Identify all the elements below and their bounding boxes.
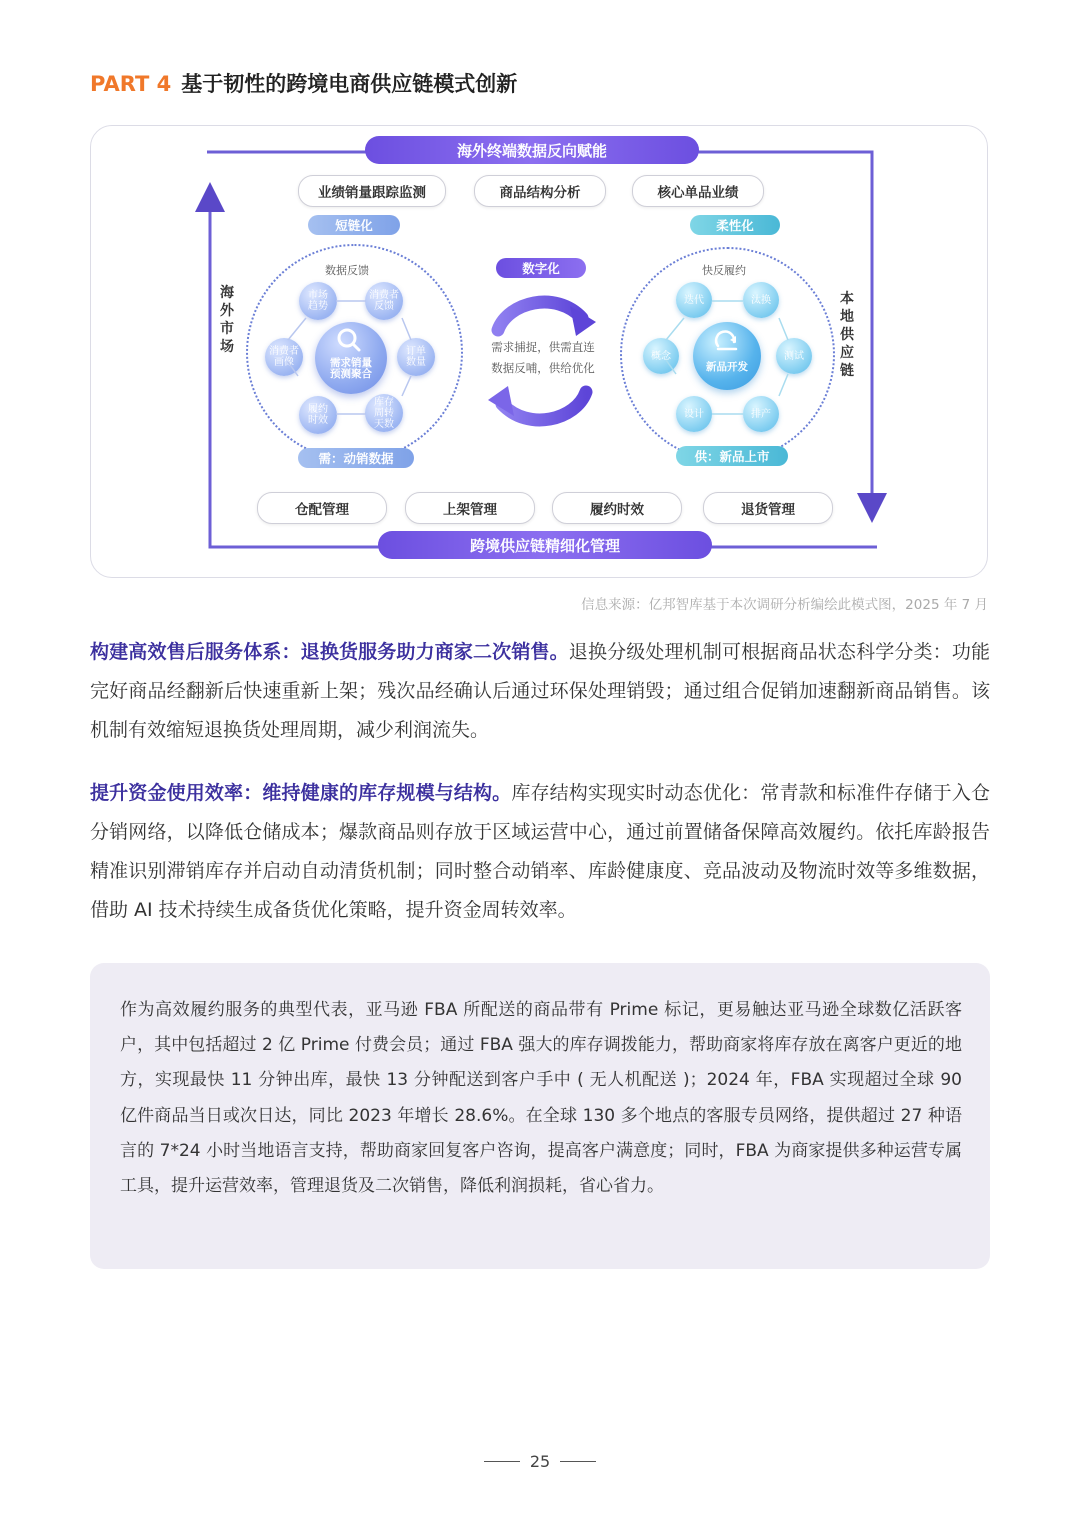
digital-line-2: 数据反哺，供给优化: [491, 361, 595, 375]
paragraph-after-sales-body: 退换分级处理机制可根据商品状态科学分类：功能完好商品经翻新后快速重新上架；残次品经确认后通过环保处理销毁；通过组合促销加速翻新商品销售。该机制有效缩短退换货处理周期，减少利润流失。: [90, 641, 990, 741]
metric-pill-listing: 上架管理: [405, 492, 535, 524]
metric-pill-sales-tracking: 业绩销量跟踪监测: [298, 175, 446, 207]
section-title: 基于韧性的跨境电商供应链模式创新: [181, 72, 518, 96]
section-heading: [90, 68, 517, 98]
node-label: 排产: [751, 408, 771, 420]
part-label: PART 4: [90, 72, 172, 96]
node-label: 库存周转天数: [374, 396, 394, 430]
paragraph-capital-efficiency: [90, 774, 990, 930]
page-number-dash-right: [560, 1461, 596, 1462]
node-label: 履约时效: [308, 404, 328, 426]
right-vertical-label: 本 地 供 应 链: [840, 291, 854, 379]
metric-pill-core-sku: 核心单品业绩: [632, 175, 764, 207]
metric-pill-returns: 退货管理: [703, 492, 833, 524]
new-product-dev-label: 新品开发: [706, 360, 748, 373]
left-vertical-label: 海 外 市 场: [220, 285, 234, 355]
node-label: 市场趋势: [308, 290, 328, 312]
demand-forecast-label: 需求销量预测聚合: [330, 357, 372, 380]
fba-callout-box: [90, 963, 990, 1269]
paragraph-after-sales: [90, 633, 990, 750]
top-banner: 海外终端数据反向赋能: [365, 136, 699, 164]
node-label: 消费者画像: [269, 346, 299, 368]
figure-source: 信息来源：亿邦智库基于本次调研分析编绘此模式图，2025 年 7 月: [581, 597, 988, 613]
tag-short-chain: 短链化: [308, 215, 400, 235]
page-number: [0, 1452, 1080, 1471]
node-label: 消费者反馈: [369, 290, 399, 312]
paragraph-capital-efficiency-lead: 提升资金使用效率：维持健康的库存规模与结构。: [90, 782, 512, 804]
tag-supply-new-launch: 供：新品上市: [676, 446, 788, 466]
node-label: 测试: [784, 350, 804, 362]
paragraph-after-sales-lead: 构建高效售后服务体系：退换货服务助力商家二次销售。: [90, 641, 569, 663]
metric-pill-warehouse: 仓配管理: [257, 492, 387, 524]
left-ring-label: 数据反馈: [325, 264, 369, 277]
node-connectors: [246, 244, 836, 464]
right-ring-label: 快反履约: [702, 264, 746, 277]
digital-line-1: 需求捕捉，供需直连: [491, 340, 595, 354]
metric-pill-fulfillment: 履约时效: [552, 492, 682, 524]
fba-callout-text: 作为高效履约服务的典型代表，亚马逊 FBA 所配送的商品带有 Prime 标记，更易触达亚马逊全球数亿活跃客户，其中包括超过 2 亿 Prime 付费会员；通过 FBA 强大的库存调拨能力，帮助商家将库存放在离客户更近的地方，实现最快 11 分钟出库，最快 13 分钟配送到客户手中 ( 无人机配送 )；2024 年，FBA 实现超过全球 90 亿件商品当日或次日达，同比 2023 年增长 28.6%。在全球 130 多个地点的客服专员网络，提供超过 27 种语言的 7*24 小时当地语言支持，帮助商家回复客户咨询，提高客户满意度；同时，FBA 为商家提供多种运营专属工具，提升运营效率，管理退货及二次销售，降低利润损耗，省心省力。: [120, 1000, 962, 1197]
paragraph-capital-efficiency-body: 库存结构实现实时动态优化：常青款和标准件存储于入仓分销网络，以降低仓储成本；爆款商品则存放于区域运营中心，通过前置储备保障高效履约。依托库龄报告精准识别滞销库存并启动自动清货机制；同时整合动销率、库龄健康度、竞品波动及物流时效等多维数据，借助 AI 技术持续生成备货优化策略，提升资金周转效率。: [90, 782, 990, 921]
page-number-value: 25: [529, 1452, 551, 1471]
tag-digitalization: 数字化: [496, 258, 586, 278]
page-number-dash-left: [484, 1461, 520, 1462]
node-label: 迭代: [684, 294, 704, 306]
node-label: 设计: [684, 408, 704, 420]
node-label: 订单数量: [406, 346, 426, 368]
node-label: 汰换: [751, 294, 771, 306]
node-label: 概念: [651, 350, 671, 362]
tag-flexibility: 柔性化: [690, 215, 780, 235]
tag-demand-sales-data: 需：动销数据: [298, 448, 414, 468]
metric-pill-product-structure: 商品结构分析: [474, 175, 606, 207]
bottom-banner: 跨境供应链精细化管理: [378, 531, 712, 559]
